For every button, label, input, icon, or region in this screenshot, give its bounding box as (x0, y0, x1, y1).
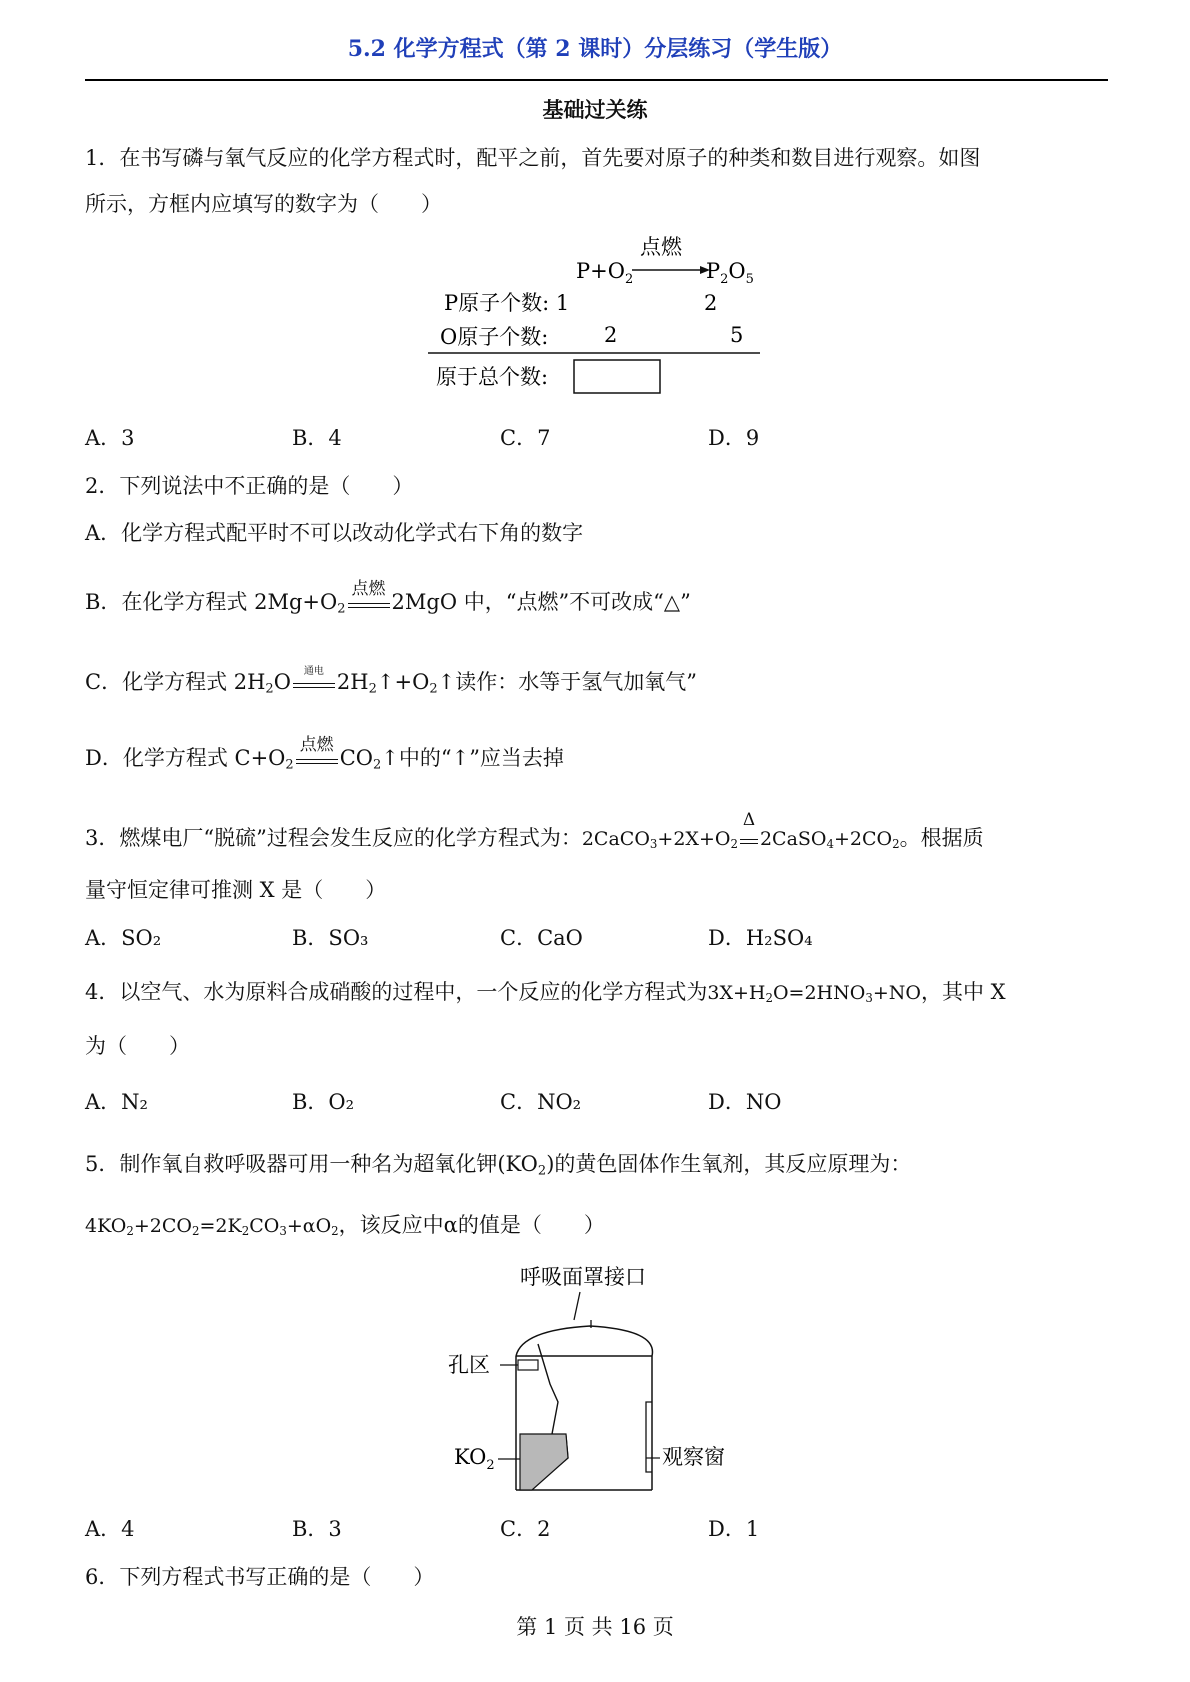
q1-answer-box (574, 360, 660, 393)
q5-option-d: D．1 (708, 1517, 760, 1541)
q4-line2: 为（ ） (85, 1034, 190, 1058)
q1-condition: 点燃 (640, 235, 682, 259)
q5-option-b: B．3 (292, 1517, 342, 1541)
q1-row-o-right: 5 (730, 323, 744, 347)
q1-reactants-sub: 2 (624, 272, 634, 287)
q4-option-b: B．O₂ (292, 1090, 355, 1114)
q1-reactants: P+O (576, 259, 625, 283)
q4-line1: 4．以空气、水为原料合成硝酸的过程中，一个反应的化学方程式为$3X+H_2O=2HNO_3+NO$，其中 X (85, 980, 1006, 1005)
q2-option-d: D．化学方程式 $C+O_2$ 点燃 $CO_2↑$中的“↑”应当去掉 (85, 742, 564, 772)
q5-line1: 5．制作氧自救呼吸器可用一种名为超氧化钾$(KO_2)$的黄色固体作生氧剂，其反应原理为： (85, 1152, 912, 1179)
q1-total-label: 原于总个数: (436, 365, 549, 389)
q4-option-d: D．NO (708, 1090, 782, 1114)
q5-breathing-apparatus-figure (440, 1262, 760, 1502)
q3-condition: Δ (742, 809, 756, 830)
q5-mask-label: 呼吸面罩接口 (520, 1265, 646, 1289)
q5-line2: $4KO_2+2CO_2=2K_2CO_3+\alpha O_2$，该反应中α的值是（ ） (85, 1213, 605, 1238)
q5-hole-zone (518, 1360, 538, 1370)
q2-option-b: B．在化学方程式 $2Mg+O_2$ 点燃 2MgO 中，“点燃”不可改成“△” (85, 586, 691, 616)
q1-option-d: D．9 (708, 426, 760, 450)
q1-row-p-right: 2 (704, 291, 718, 315)
q1-option-c: C．7 (500, 426, 551, 450)
q5-option-a: A．4 (85, 1517, 135, 1541)
q3-option-a: A．SO₂ (85, 926, 162, 950)
q2-option-c: C．化学方程式 $2H_2O$ 通电 $2H_2↑+O_2↑$读作：水等于氢气加氧气” (85, 666, 697, 696)
q5-ko2-sub: 2 (486, 1458, 495, 1473)
page-title: 5.2 化学方程式（第 2 课时）分层练习（学生版） (347, 36, 843, 62)
q6-stem: 6．下列方程式书写正确的是（ ） (85, 1565, 435, 1589)
svg-text:P+O2 (576, 259, 633, 287)
q3-option-b: B．SO₃ (292, 926, 369, 950)
q1-product-b: O (728, 259, 746, 283)
q1-atom-count-figure (420, 232, 780, 402)
q5-ko2-fill (520, 1434, 568, 1490)
q5-window-label: 观察窗 (662, 1445, 725, 1469)
q2-stem: 2．下列说法中不正确的是（ ） (85, 474, 414, 498)
page-footer: 第 1 页 共 16 页 (516, 1615, 674, 1639)
q2-d-condition: 点燃 (299, 734, 334, 755)
q3-option-c: C．CaO (500, 926, 583, 950)
q1-line1: 1．在书写磷与氧气反应的化学方程式时，配平之前，首先要对原子的种类和数目进行观察。如图 (85, 146, 981, 170)
section-heading: 基础过关练 (542, 97, 648, 122)
q1-option-b: B．4 (292, 426, 342, 450)
q5-hole-label: 孔区 (448, 1353, 490, 1377)
svg-text:KO2 (454, 1445, 495, 1473)
q5-ko2-label: KO (454, 1445, 487, 1469)
q4-option-a: A．N₂ (85, 1090, 148, 1114)
q1-row-p-label: P原子个数: 1 (444, 291, 570, 315)
q3-option-d: D．H₂SO₄ (708, 926, 813, 950)
q3-line1: 3．燃煤电厂“脱硫”过程会发生反应的化学方程式为：$2CaCO_3+2X+O_2$ Δ $2CaSO_4+2CO_2$。根据质 (85, 809, 984, 851)
q1-row-o-left: 2 (604, 323, 618, 347)
q2-c-condition: 通电 (303, 665, 324, 677)
q1-row-o-label: O原子个数: (440, 325, 549, 349)
q1-product-a: P (706, 259, 721, 283)
q5-option-c: C．2 (500, 1517, 551, 1541)
q1-line2: 所示，方框内应填写的数字为（ ） (85, 192, 442, 216)
q4-option-c: C．NO₂ (500, 1090, 582, 1114)
q5-window-frame (646, 1402, 652, 1472)
q5-canister-lid (516, 1326, 652, 1356)
svg-text:P2O5 (706, 259, 754, 287)
header-rule (85, 79, 1108, 81)
q5-mask-tick-1 (574, 1292, 580, 1320)
q1-product-a-sub: 2 (720, 272, 729, 287)
q1-option-a: A．3 (85, 426, 135, 450)
q3-line2: 量守恒定律可推测 X 是（ ） (85, 878, 387, 902)
q2-b-condition: 点燃 (351, 578, 386, 599)
q2-option-a: A．化学方程式配平时不可以改动化学式右下角的数字 (85, 521, 584, 545)
q1-product-b-sub: 5 (745, 272, 754, 287)
